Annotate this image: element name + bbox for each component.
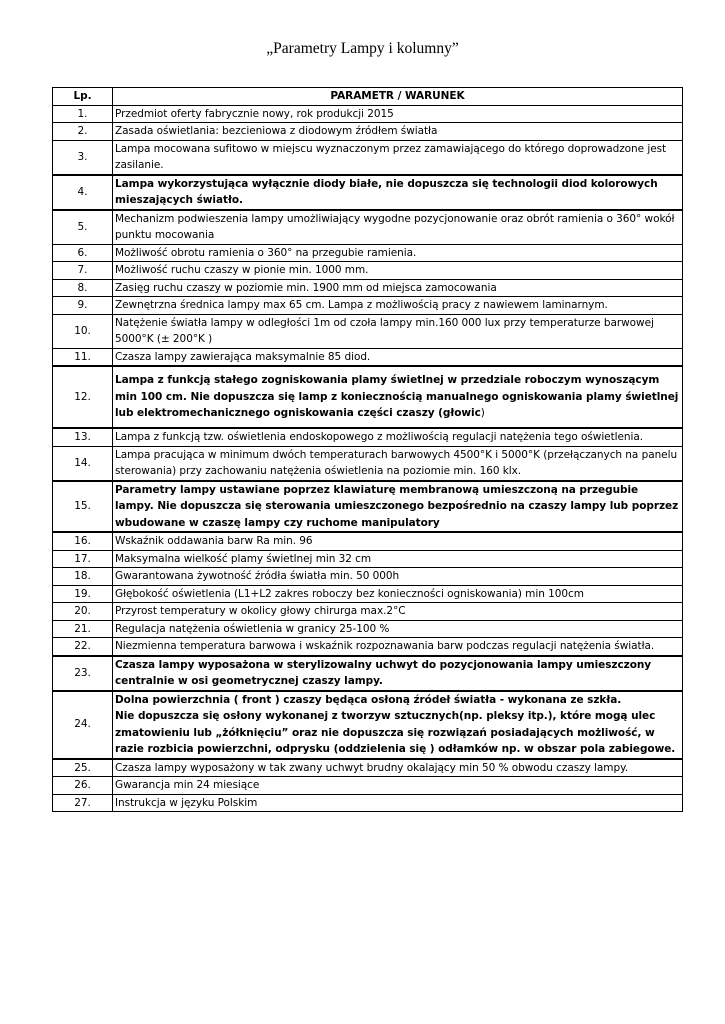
row-number: 4. — [53, 175, 113, 210]
row-number: 9. — [53, 297, 113, 315]
row-text — [113, 366, 683, 428]
table-row — [53, 691, 683, 759]
table-row — [53, 550, 683, 568]
row-text: Zasięg ruchu czaszy w poziomie min. 1900 mm od miejsca zamocowania — [113, 279, 683, 297]
row-text: Gwarancja min 24 miesiące — [113, 777, 683, 795]
row-text: Lampa pracująca w minimum dwóch temperaturach barwowych 4500°K i 5000°K (przełączanych na panelu sterowania) przy zachowaniu natężenia oświetlenia na poziomie min. 160 klx. — [113, 446, 683, 481]
row-number: 25. — [53, 759, 113, 777]
table-row — [53, 210, 683, 245]
row-text: Zewnętrzna średnica lampy max 65 cm. Lampa z możliwością pracy z nawiewem laminarnym. — [113, 297, 683, 315]
row-text-tail: ) — [480, 407, 485, 420]
row-text: Mechanizm podwieszenia lampy umożliwiający wygodne pozycjonowanie oraz obrót ramienia o 360° wokół punktu mocowania — [113, 210, 683, 245]
table-row — [53, 244, 683, 262]
row-number: 3. — [53, 140, 113, 175]
row-text: Czasza lampy wyposażony w tak zwany uchwyt brudny okalający min 50 % obwodu czaszy lampy. — [113, 759, 683, 777]
row-text: Lampa wykorzystująca wyłącznie diody białe, nie dopuszcza się technologii diod kolorowych mieszających światło. — [113, 175, 683, 210]
row-number: 10. — [53, 314, 113, 348]
row-number: 6. — [53, 244, 113, 262]
row-text: Niezmienna temperatura barwowa i wskaźnik rozpoznawania barw podczas regulacji natężenia światła. — [113, 638, 683, 656]
row-number: 1. — [53, 105, 113, 123]
row-text: Lampa z funkcją tzw. oświetlenia endoskopowego z możliwością regulacji natężenia tego oświetlenia. — [113, 428, 683, 446]
row-number: 18. — [53, 568, 113, 586]
row-number: 27. — [53, 794, 113, 812]
table-row — [53, 140, 683, 175]
header-parametr: PARAMETR / WARUNEK — [113, 88, 683, 106]
row-text: Parametry lampy ustawiane poprzez klawiaturę membranową umieszczoną na przegubie lampy. Nie dopuszcza się sterowania umieszczonego bezpośrednio na czaszy lampy lub poprzez wbudowane w czaszę lampy czy ruchome manipulatory — [113, 481, 683, 533]
row-text: Gwarantowana żywotność źródła światła min. 50 000h — [113, 568, 683, 586]
table-row — [53, 585, 683, 603]
row-text: Możliwość obrotu ramienia o 360° na przegubie ramienia. — [113, 244, 683, 262]
table-row — [53, 262, 683, 280]
row-number: 26. — [53, 777, 113, 795]
row-number: 5. — [53, 210, 113, 245]
table-row — [53, 638, 683, 656]
row-text-main: Lampa z funkcją stałego zogniskowania plamy świetlnej w przedziale roboczym wynoszącym min 100 cm. Nie dopuszcza się lamp z koniecznością manualnego ogniskowania plamy świetlnej lub elektromechanicznego ogniskowania części czaszy (głowic — [115, 374, 679, 420]
table-row — [53, 481, 683, 533]
row-number: 21. — [53, 620, 113, 638]
table-row — [53, 279, 683, 297]
row-text: Regulacja natężenia oświetlenia w granicy 25-100 % — [113, 620, 683, 638]
table-row — [53, 777, 683, 795]
row-number: 8. — [53, 279, 113, 297]
row-text — [113, 691, 683, 759]
table-row — [53, 603, 683, 621]
row-text: Możliwość ruchu czaszy w pionie min. 1000 mm. — [113, 262, 683, 280]
row-number: 12. — [53, 366, 113, 428]
row-text: Lampa mocowana sufitowo w miejscu wyznaczonym przez zamawiającego do którego doprowadzone jest zasilanie. — [113, 140, 683, 175]
table-row — [53, 794, 683, 812]
table-row — [53, 297, 683, 315]
row-number: 17. — [53, 550, 113, 568]
table-row — [53, 348, 683, 366]
row-number: 22. — [53, 638, 113, 656]
row-text: Natężenie światła lampy w odległości 1m od czoła lampy min.160 000 lux przy temperaturze barwowej 5000°K (± 200°K ) — [113, 314, 683, 348]
page-title: „Parametry Lampy i kolumny” — [266, 40, 459, 57]
row-number: 15. — [53, 481, 113, 533]
row-text: Głębokość oświetlenia (L1+L2 zakres roboczy bez konieczności ogniskowania) min 100cm — [113, 585, 683, 603]
table-row — [53, 314, 683, 348]
row-number: 20. — [53, 603, 113, 621]
row-text: Przyrost temperatury w okolicy głowy chirurga max.2°C — [113, 603, 683, 621]
table-row — [53, 568, 683, 586]
row-text: Przedmiot oferty fabrycznie nowy, rok produkcji 2015 — [113, 105, 683, 123]
row-text: Maksymalna wielkość plamy świetlnej min 32 cm — [113, 550, 683, 568]
parameters-table — [52, 87, 683, 812]
row-text: Czasza lampy wyposażona w sterylizowalny uchwyt do pozycjonowania lampy umieszczony centralnie w osi geometrycznej czaszy lampy. — [113, 656, 683, 691]
row-number: 13. — [53, 428, 113, 446]
row-number: 16. — [53, 532, 113, 550]
table-row — [53, 620, 683, 638]
table-row — [53, 175, 683, 210]
table-row — [53, 446, 683, 481]
table-row — [53, 428, 683, 446]
header-lp: Lp. — [53, 88, 113, 106]
row-number: 19. — [53, 585, 113, 603]
row-number: 2. — [53, 123, 113, 141]
table-row — [53, 366, 683, 428]
row-number: 7. — [53, 262, 113, 280]
row-text: Zasada oświetlania: bezcieniowa z diodowym źródłem światła — [113, 123, 683, 141]
row-text: Czasza lampy zawierająca maksymalnie 85 diod. — [113, 348, 683, 366]
row-text: Instrukcja w języku Polskim — [113, 794, 683, 812]
table-row — [53, 123, 683, 141]
row-number: 24. — [53, 691, 113, 759]
table-row — [53, 532, 683, 550]
table-row — [53, 759, 683, 777]
table-row — [53, 656, 683, 691]
table-header-row — [53, 88, 683, 106]
row-text-line-2: Nie dopuszcza się osłony wykonanej z tworzyw sztucznych(np. pleksy itp.), które mogą ulec zmatowieniu lub „żółknięciu” oraz nie dopuszcza się rozwiązań posiadających możliwość, w razie rozbicia powierzchni, odprysku (oddzielenia się ) odłamków np. w obszar pola zabiegowe. — [115, 710, 676, 755]
row-number: 14. — [53, 446, 113, 481]
table-row — [53, 105, 683, 123]
row-number: 23. — [53, 656, 113, 691]
row-number: 11. — [53, 348, 113, 366]
row-text-line-1: Dolna powierzchnia ( front ) czaszy będąca osłoną źródeł światła - wykonana ze szkła. — [115, 693, 622, 706]
row-text: Wskaźnik oddawania barw Ra min. 96 — [113, 532, 683, 550]
